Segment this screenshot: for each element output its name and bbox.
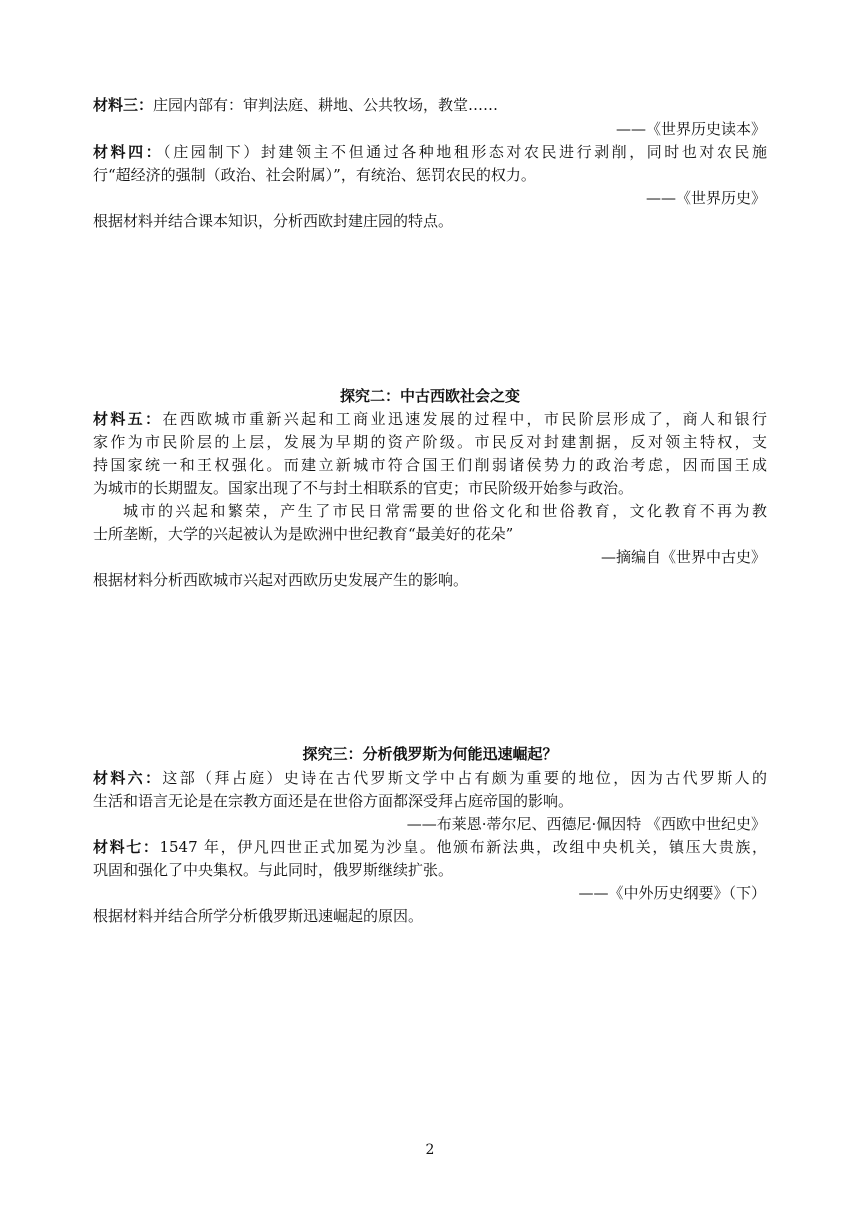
material-5-line-5: 城市的兴起和繁荣，产生了市民日常需要的世俗文化和世俗教育，文化教育不再为教 xyxy=(123,502,767,520)
material-3-source: ——《世界历史读本》 xyxy=(615,120,766,138)
material-7-label: 材料七： xyxy=(93,838,160,856)
material-4-line-2: 行“超经济的强制（政治、社会附属）”，有统治、惩罚农民的权力。 xyxy=(93,166,536,184)
material-6-source: ——布莱恩·蒂尔尼、西德尼·佩因特 《西欧中世纪史》 xyxy=(406,815,766,833)
page-number: 2 xyxy=(425,1142,435,1158)
material-6-line-2: 生活和语言无论是在宗教方面还是在世俗方面都深受拜占庭帝国的影响。 xyxy=(93,792,574,810)
material-7-source: ——《中外历史纲要》（下） xyxy=(578,884,766,902)
material-5-line-6: 士所垄断，大学的兴起被认为是欧洲中世纪教育“最美好的花朵” xyxy=(93,525,514,543)
section-3-heading: 探究三：分析俄罗斯为何能迅速崛起？ xyxy=(302,745,558,763)
material-3 xyxy=(93,94,498,116)
material-6-line-1: 材料六：这部（拜占庭）史诗在古代罗斯文学中占有颇为重要的地位，因为古代罗斯人的 xyxy=(93,769,767,787)
material-3-text: 庄园内部有：审判法庭、耕地、公共牧场，教堂…… xyxy=(153,96,499,114)
material-7-line-2: 巩固和强化了中央集权。与此同时，俄罗斯继续扩张。 xyxy=(93,861,454,879)
material-6-label: 材料六： xyxy=(93,769,163,787)
question-2: 根据材料分析西欧城市兴起对西欧历史发展产生的影响。 xyxy=(93,571,469,589)
section-2-heading: 探究二：中古西欧社会之变 xyxy=(339,387,520,405)
material-4-line-1: 材料四：（庄园制下）封建领主不但通过各种地租形态对农民进行剥削，同时也对农民施 xyxy=(93,143,767,161)
material-5-source: —摘编自《世界中古史》 xyxy=(600,548,766,566)
material-3-label: 材料三： xyxy=(93,96,154,114)
question-3: 根据材料并结合所学分析俄罗斯迅速崛起的原因。 xyxy=(93,907,424,925)
material-7-line-1: 材料七：1547 年，伊凡四世正式加冕为沙皇。他颁布新法典，改组中央机关，镇压大贵族， xyxy=(93,838,767,856)
question-1: 根据材料并结合课本知识，分析西欧封建庄园的特点。 xyxy=(93,212,454,230)
material-5-label: 材料五： xyxy=(93,410,163,428)
material-5-line-3: 持国家统一和王权强化。而建立新城市符合国王们削弱诸侯势力的政治考虑，因而国王成 xyxy=(93,456,767,474)
material-4-label: 材料四： xyxy=(93,143,164,161)
material-5-line-4: 为城市的长期盟友。国家出现了不与封土相联系的官吏；市民阶级开始参与政治。 xyxy=(93,479,634,497)
material-4-source: ——《世界历史》 xyxy=(645,189,766,207)
material-5-line-1: 材料五：在西欧城市重新兴起和工商业迅速发展的过程中，市民阶层形成了，商人和银行 xyxy=(93,410,767,428)
material-5-line-2: 家作为市民阶层的上层，发展为早期的资产阶级。市民反对封建割据，反对领主特权，支 xyxy=(93,433,767,451)
